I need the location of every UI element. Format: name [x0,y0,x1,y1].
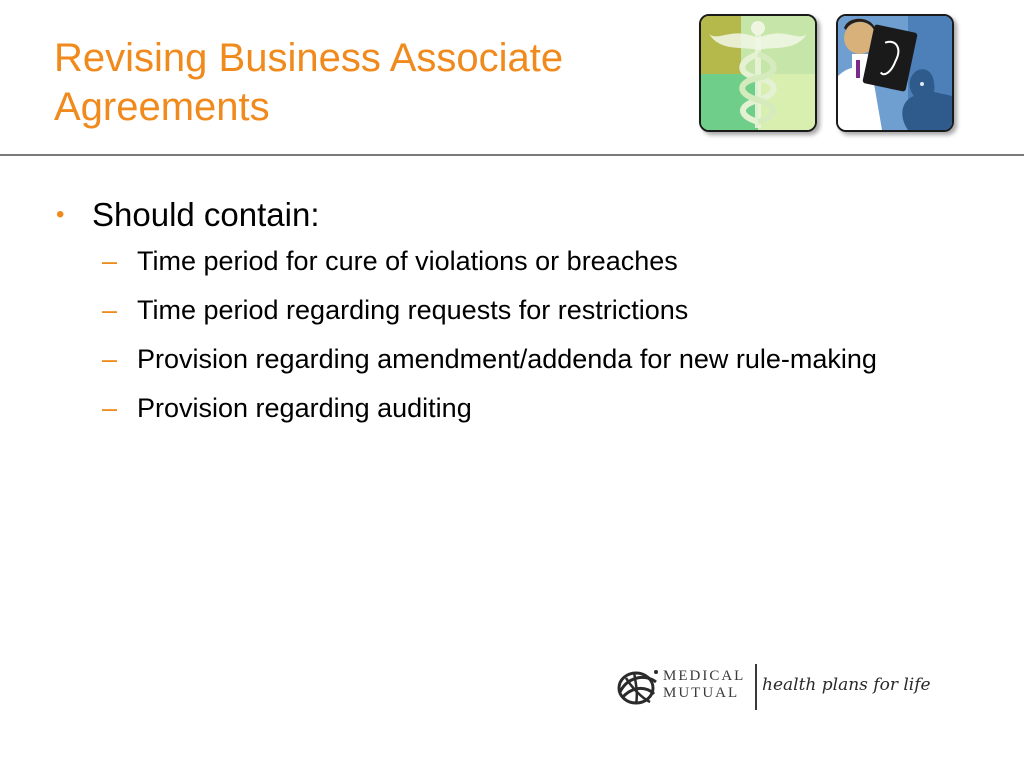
dash-marker: – [102,295,118,325]
sub-bullet-item [56,242,897,280]
dash-marker: – [102,344,118,374]
bullet-marker: • [56,201,65,228]
title-divider [0,154,1024,156]
title-line-2: Agreements [54,85,270,129]
dash-marker: – [102,246,118,276]
slide-title [54,34,694,132]
bullet-text: Should contain: [92,196,320,233]
caduceus-icon [699,14,817,132]
logo-wordmark [663,668,745,702]
sub-bullet-text: Provision regarding amendment/addenda for new rule-making [137,344,877,374]
doctor-xray-icon [836,14,954,132]
slide-body [56,190,916,438]
sub-bullet-item [56,291,897,329]
medical-mutual-logo [616,664,931,712]
sub-bullet-item [56,340,897,378]
logo-name-line-2: MUTUAL [663,685,740,701]
logo-tagline: health plans for life [762,675,931,695]
title-line-1: Revising Business Associate [54,36,564,80]
bullet-should-contain [56,190,916,240]
logo-divider [755,664,757,710]
sub-bullet-list [56,242,916,427]
sub-bullet-item [56,389,897,427]
sub-bullet-text: Time period regarding requests for restrictions [137,295,689,325]
dash-marker: – [102,393,118,423]
sub-bullet-text: Provision regarding auditing [137,393,472,423]
globe-swirl-icon [616,666,660,706]
logo-name-line-1: MEDICAL [663,668,746,684]
sub-bullet-text: Time period for cure of violations or breaches [137,246,678,276]
